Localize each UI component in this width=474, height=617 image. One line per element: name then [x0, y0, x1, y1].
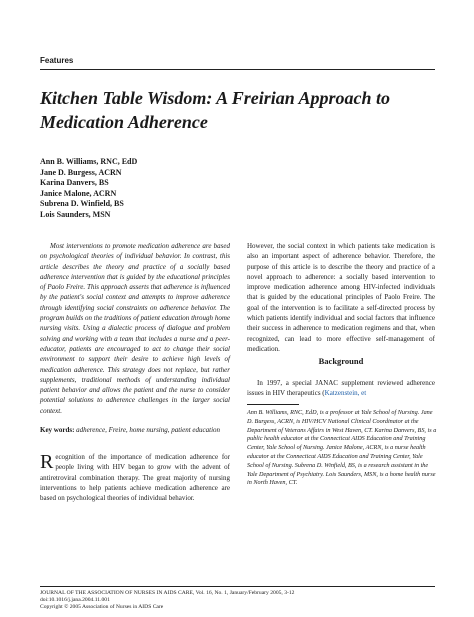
author: Subrena D. Winfield, BS — [40, 199, 124, 209]
footer-rule — [40, 586, 435, 587]
author: Karina Danvers, BS — [40, 178, 109, 188]
author-affiliations: Ann B. Williams, RNC, EdD, is a professor at Yale School of Nursing. Jane D. Burgess, ACRN, is HIV/HCV National Clinical Coordinator at the Department of Veterans Affairs in West Haven, CT. Karina Danvers, BS, is a public health educator at the Connecticut AIDS Education and Training Center, Yale School of Nursing. Janice Malone, ACRN, is a nurse health educator at the Connecticut AIDS Education and Training Center, Yale School of Nursing. Subrena D. Winfield, BS, is a research assistant in the Yale Department of Psychiatry. Lois Saunders, MSN, is a home health nurse in North Haven, CT. — [247, 409, 437, 487]
affiliation-rule — [247, 404, 299, 405]
author: Lois Saunders, MSN — [40, 209, 111, 219]
footer-journal: JOURNAL OF THE ASSOCIATION OF NURSES IN AIDS CARE, Vol. 16, No. 1, January/February 2005, 3-12 — [40, 590, 295, 596]
keywords-label: Key words: — [40, 426, 75, 434]
author: Jane D. Burgess, ACRN — [40, 167, 122, 177]
background-paragraph — [247, 378, 435, 399]
article-title — [40, 86, 440, 134]
drop-cap: R — [40, 451, 54, 473]
author: Ann B. Williams, RNC, EdD — [40, 157, 138, 166]
keywords-text: adherence, Freire, home nursing, patient education — [76, 426, 221, 434]
intro-text: ecognition of the importance of medication adherence for people living with HIV began to grow with the advent of antiretroviral combination therapy. The great majority of nursing interventions to help patients achieve medication adherence are based on psychological theories of individual behavior. — [40, 453, 230, 503]
citation-link[interactable]: Katzenstein, et — [324, 389, 367, 398]
section-label: Features — [40, 56, 74, 65]
journal-footer — [40, 590, 340, 612]
keywords — [40, 425, 230, 435]
title-line-2: Medication Adherence — [40, 112, 208, 132]
abstract: Most interventions to promote medication adherence are based on psychological theories of individual behavior. In contrast, this article describes the theory and practice of a socially based adherence intervention that is guided by the educational principles of Paolo Freire. This approach asserts that adherence is influenced by the patient's social context and attempts to improve adherence through identifying social constraints on adherence behavior. The program builds on the traditions of patient education through home nursing visits. Using a dialectic process of dialogue and problem solving and working with a team that includes a nurse and a peer-educator, patients are encouraged to act to change their social environment to support their desire to achieve high levels of medication adherence. This strategy does not replace, but rather supplements, traditional methods of understanding individual patient behavior and allows the patient and the nurse to consider potential solutions to adherence challenges in the larger social context. — [40, 242, 230, 415]
author: Janice Malone, ACRN — [40, 188, 117, 198]
background-text: In 1997, a special JANAC supplement reviewed adherence issues in HIV therapeutics ( — [247, 379, 435, 398]
background-heading: Background — [318, 356, 364, 366]
footer-doi: doi:10.1016/j.jana.2004.11.001 — [40, 597, 110, 604]
footer-copyright: Copyright © 2005 Association of Nurses in AIDS Care — [40, 604, 164, 611]
header-rule — [40, 69, 435, 70]
author-list — [40, 157, 137, 221]
title-line-1: Kitchen Table Wisdom: A Freirian Approach to — [40, 88, 391, 108]
right-column-paragraph: However, the social context in which patients take medication is also an important aspect of adherence behavior. Therefore, the purpose of this article is to describe the theory and practice of a novel approach to adherence: a socially based intervention to improve medication adherence among HIV-infected individuals that is guided by the educational principles of Paolo Freire. The goal of the intervention is to facilitate a self-directed process by which patients identify individual and social factors that influence their success in adherence to medication regimens and that, when recognized, can lead to more effective self-management of medication. — [247, 242, 435, 353]
intro-paragraph — [40, 452, 230, 503]
